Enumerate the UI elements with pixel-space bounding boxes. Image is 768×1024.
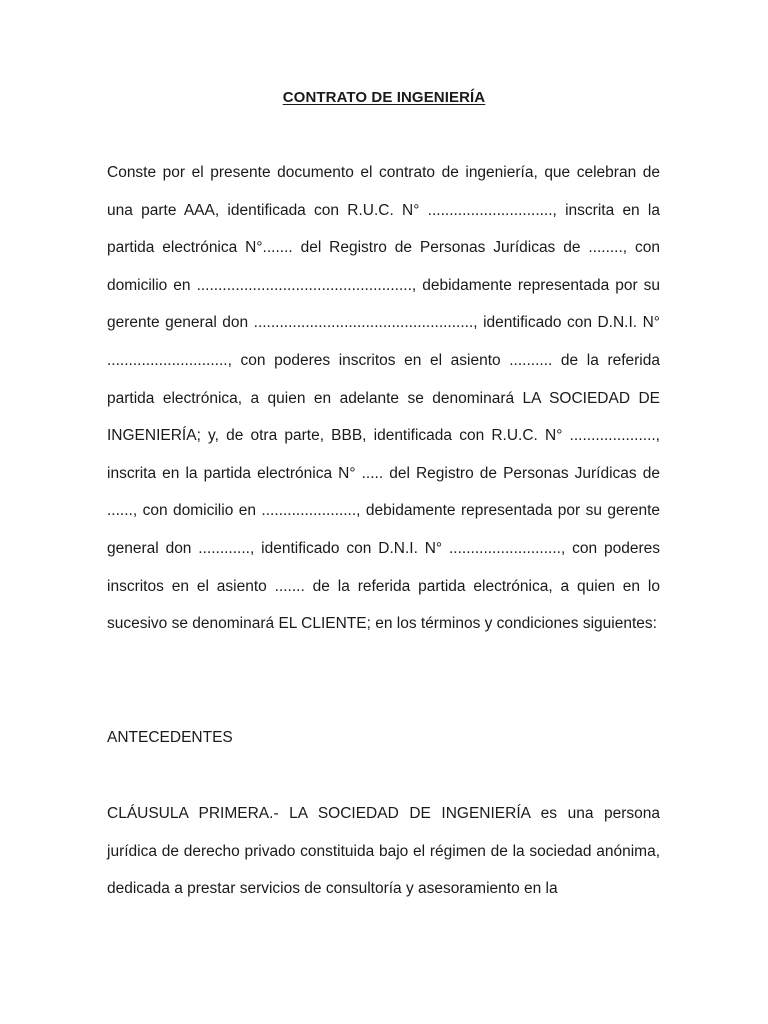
document-title: CONTRATO DE INGENIERÍA (282, 89, 486, 106)
clause-one-paragraph: CLÁUSULA PRIMERA.- LA SOCIEDAD DE INGENIERÍA es una persona jurídica de derecho privado constituida bajo el régimen de la sociedad anónima, dedicada a prestar servicios de consultoría y asesoramiento en la (107, 805, 660, 898)
section-heading-antecedentes: ANTECEDENTES (107, 729, 233, 746)
intro-paragraph: Conste por el presente documento el contrato de ingeniería, que celebran de una parte AAA, identificada con R.U.C. N° ............................., inscrita en la partida electrónica N°....... del Registro de Personas Jurídicas de ........, con domicilio en .................................................., debidamente representada por su gerente general don ..................................................., identificado con D.N.I. N° ............................, con poderes inscritos en el asiento .......... de la referida partida electrónica, a quien en adelante se denominará LA SOCIEDAD DE INGENIERÍA; y, de otra parte, BBB, identificada con R.U.C. N° ...................., inscrita en la partida electrónica N° ..... del Registro de Personas Jurídicas de ......, con domicilio en ......................, debidamente representada por su gerente general don ............, identificado con D.N.I. N° .........................., con poderes inscritos en el asiento ....... de la referida partida electrónica, a quien en lo sucesivo se denominará EL CLIENTE; en los términos y condiciones siguientes: (107, 164, 660, 633)
